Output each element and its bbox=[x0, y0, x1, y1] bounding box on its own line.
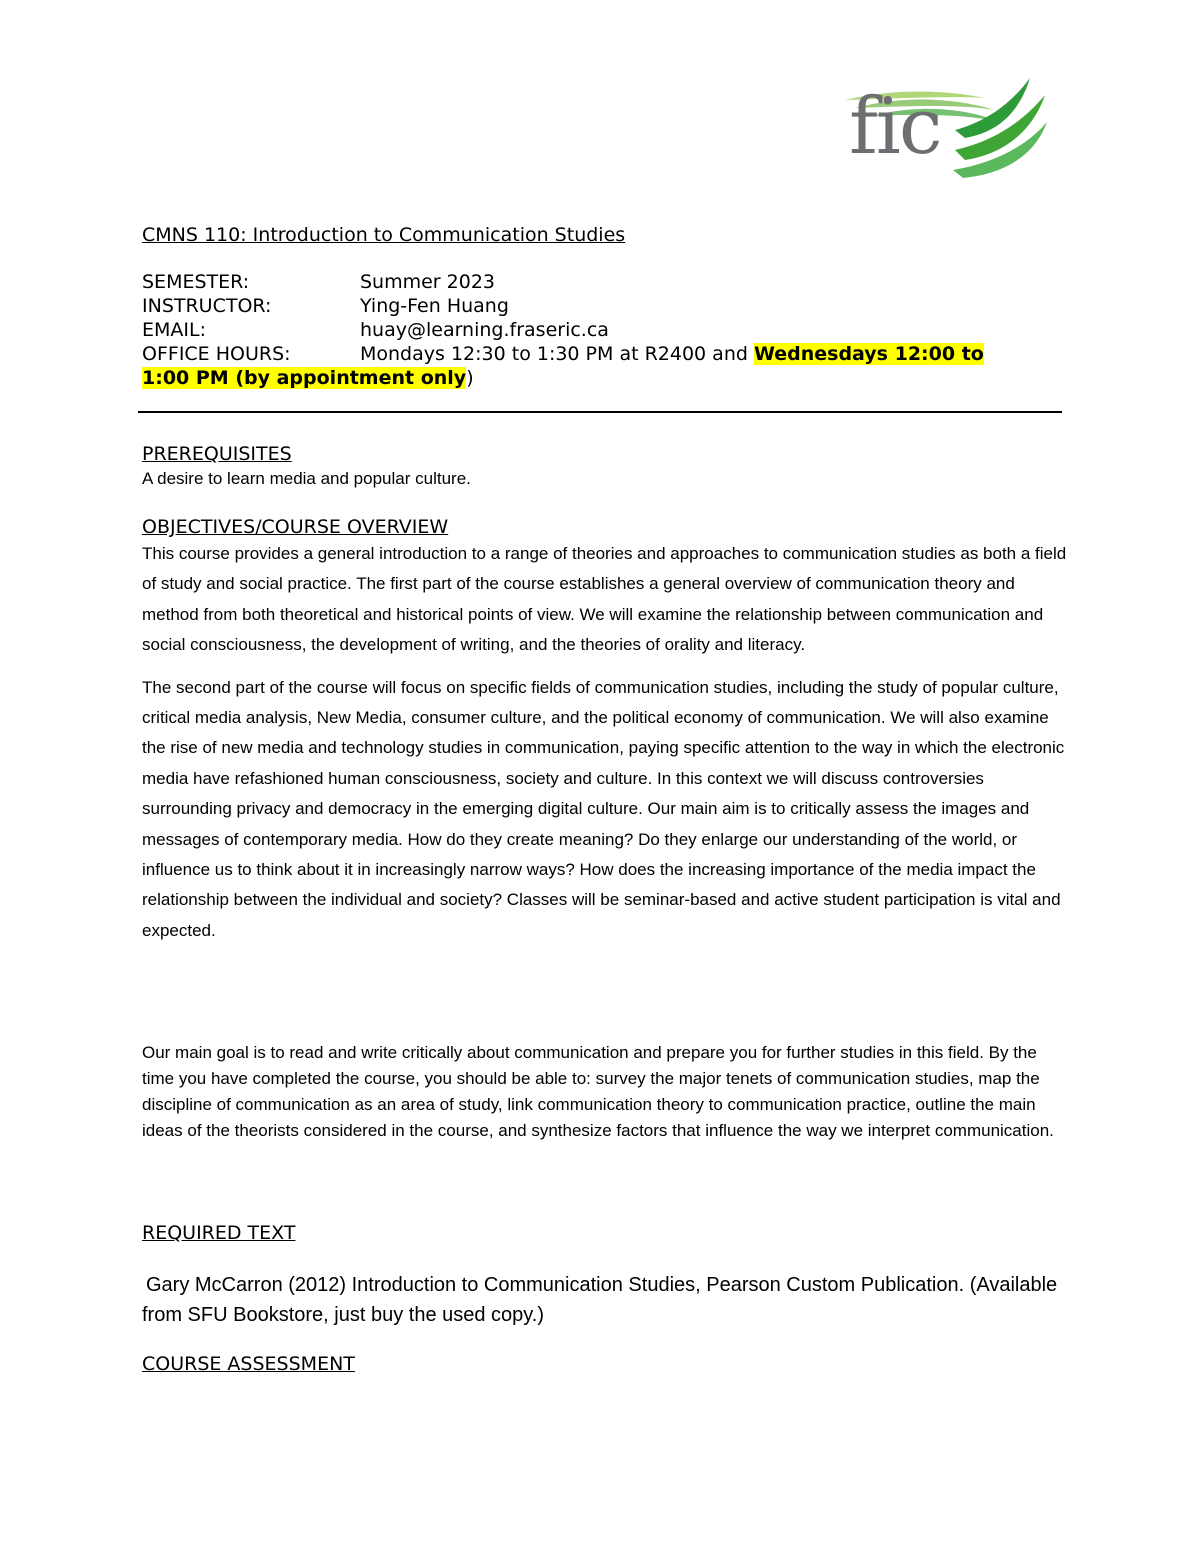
office-hours-row bbox=[142, 342, 1072, 366]
objectives-heading: OBJECTIVES/COURSE OVERVIEW bbox=[142, 516, 449, 538]
required-book bbox=[142, 1270, 1062, 1330]
instructor-label: INSTRUCTOR: bbox=[142, 295, 272, 317]
required-book-citation: Gary McCarron (2012) Introduction to Communication Studies, Pearson Custom Publication. (Available from SFU Bookstore, just buy the used copy.) bbox=[142, 1274, 1058, 1326]
objectives-paragraph-1: This course provides a general introduction to a range of theories and approaches to communication studies as both a field of study and social practice. The first part of the course establishes a general overview of communication theory and method from both theoretical and historical points of view. We will examine the relationship between communication and social consciousness, the development of writing, and the theories of orality and literacy. bbox=[142, 544, 1067, 655]
semester-value: Summer 2023 bbox=[360, 271, 496, 293]
objectives-section bbox=[142, 516, 1072, 946]
office-hours-highlight-2: 1:00 PM (by appointment only bbox=[142, 367, 467, 389]
course-title: CMNS 110: Introduction to Communication Studies bbox=[142, 224, 626, 246]
course-assessment-section bbox=[142, 1353, 1072, 1375]
instructor-row bbox=[142, 294, 1072, 318]
objectives-paragraph-3: Our main goal is to read and write critically about communication and prepare you for further studies in this field. By the time you have completed the course, you should be able to: survey the major tenets of communication studies, map the discipline of communication as an area of study, link communication theory to communication practice, outline the main ideas of the theorists considered in the course, and synthesize factors that influence the way we interpret communication. bbox=[142, 1043, 1054, 1140]
prerequisites-section bbox=[142, 443, 1072, 489]
office-hours-value: Mondays 12:30 to 1:30 PM at R2400 and bbox=[360, 343, 754, 365]
office-hours-end: ) bbox=[466, 367, 474, 389]
office-hours-row-2 bbox=[142, 366, 1072, 390]
email-row bbox=[142, 318, 1072, 342]
prerequisites-text: A desire to learn media and popular culture. bbox=[142, 469, 471, 488]
office-hours-label: OFFICE HOURS: bbox=[142, 343, 291, 365]
email-value[interactable]: huay@learning.fraseric.ca bbox=[360, 319, 609, 341]
course-info bbox=[142, 270, 1072, 390]
course-assessment-heading: COURSE ASSESSMENT bbox=[142, 1353, 355, 1375]
office-hours-highlight: Wednesdays 12:00 to bbox=[753, 343, 984, 365]
instructor-value: Ying-Fen Huang bbox=[360, 295, 509, 317]
required-text-section bbox=[142, 1222, 1072, 1244]
horizontal-divider bbox=[138, 411, 1062, 413]
objectives-paragraph-2: The second part of the course will focus on specific fields of communication studies, including the study of popular culture, critical media analysis, New Media, consumer culture, and the political economy of communication. We will also examine the rise of new media and technology studies in communication, paying specific attention to the way in which the electronic media have refashioned human consciousness, society and culture. In this context we will discuss controversies surrounding privacy and democracy in the emerging digital culture. Our main aim is to critically assess the images and messages of contemporary media. How do they create meaning? Do they enlarge our understanding of the world, or influence us to think about it in increasingly narrow ways? How does the increasing importance of the media impact the relationship between the individual and society? Classes will be seminar-based and active student participation is vital and expected. bbox=[142, 677, 1065, 940]
fic-logo bbox=[835, 70, 1055, 192]
logo-text: fic bbox=[849, 82, 941, 172]
prerequisites-heading: PREREQUISITES bbox=[142, 443, 292, 465]
semester-label: SEMESTER: bbox=[142, 271, 250, 293]
email-label: EMAIL: bbox=[142, 319, 206, 341]
required-text-heading: REQUIRED TEXT bbox=[142, 1222, 296, 1244]
semester-row bbox=[142, 270, 1072, 294]
